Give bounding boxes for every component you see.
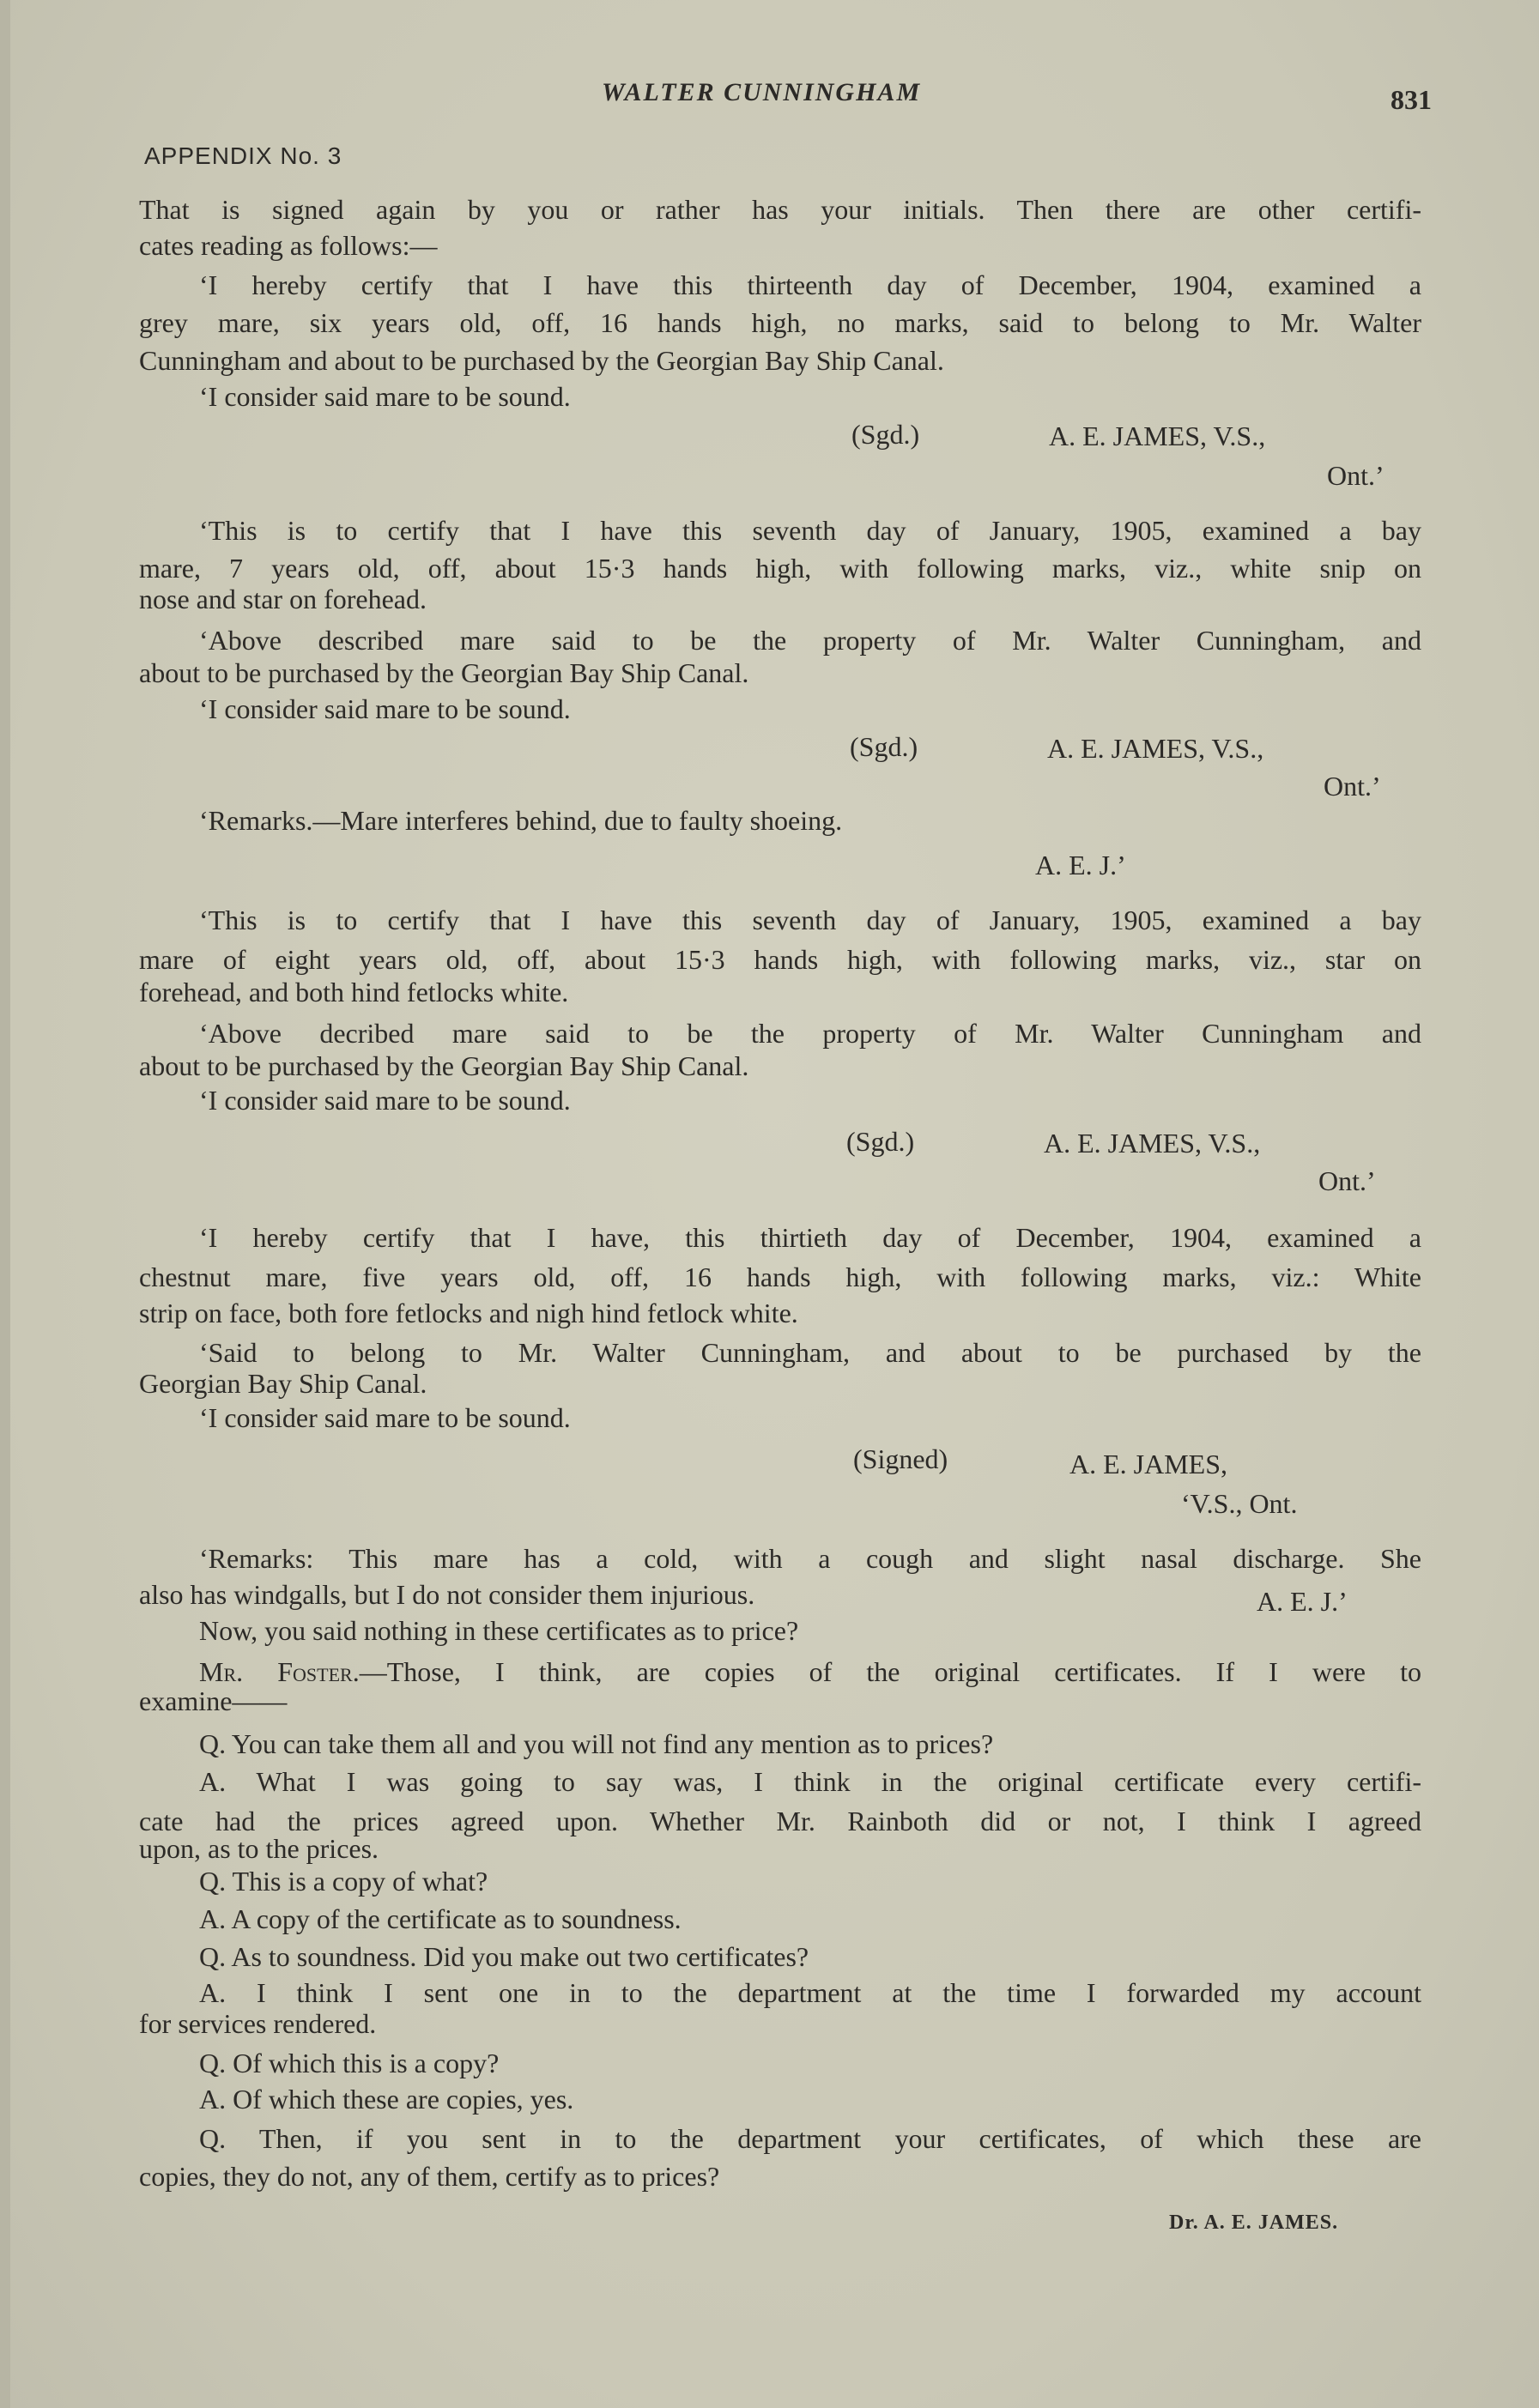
text-line: about to be purchased by the Georgian Bay Ship Canal. xyxy=(139,1050,749,1081)
page-edge-shadow xyxy=(0,0,10,2408)
text-line: also has windgalls, but I do not consider them injurious. xyxy=(139,1579,755,1610)
initials: A. E. J.’ xyxy=(1257,1586,1348,1617)
text-line: ‘This is to certify that I have this seventh day of January, 1905, examined a bay xyxy=(199,515,1421,546)
text-line: That is signed again by you or rather has your initials. Then there are other certifi- xyxy=(139,194,1421,225)
page-number: 831 xyxy=(1391,84,1432,115)
signature-name: A. E. JAMES, V.S., xyxy=(1044,1128,1261,1159)
appendix-label: APPENDIX No. 3 xyxy=(144,142,342,169)
signed-label: (Sgd.) xyxy=(851,419,920,450)
speaker-text: —Those, I think, are copies of the original certificates. If I were to xyxy=(359,1656,1421,1687)
text-line: ‘This is to certify that I have this seventh day of January, 1905, examined a bay xyxy=(199,905,1421,935)
text-line: ‘Above described mare said to be the property of Mr. Walter Cunningham, and xyxy=(199,625,1421,656)
text-line: mare, 7 years old, off, about 15·3 hands high, with following marks, viz., white snip on xyxy=(139,553,1421,584)
text-line: grey mare, six years old, off, 16 hands high, no marks, said to belong to Mr. Walter xyxy=(139,307,1421,338)
answer-line: A. I think I sent one in to the department at the time I forwarded my account xyxy=(199,1977,1421,2008)
text-line: forehead, and both hind fetlocks white. xyxy=(139,977,569,1007)
text-line: cate had the prices agreed upon. Whether Mr. Rainboth did or not, I think I agreed xyxy=(139,1806,1421,1836)
speaker-name: Mr. Foster. xyxy=(199,1656,360,1687)
question-line: Q. Then, if you sent in to the department your certificates, of which these are xyxy=(199,2123,1421,2154)
question-line: Q. Of which this is a copy? xyxy=(199,2048,500,2078)
text-line: Now, you said nothing in these certificates as to price? xyxy=(199,1615,799,1646)
text-line: about to be purchased by the Georgian Bay Ship Canal. xyxy=(139,657,749,688)
text-line: ‘I consider said mare to be sound. xyxy=(199,1402,571,1433)
text-line: ‘Above decribed mare said to be the property of Mr. Walter Cunningham and xyxy=(199,1018,1421,1049)
signed-label: (Signed) xyxy=(853,1443,948,1474)
running-title: WALTER CUNNINGHAM xyxy=(602,78,922,106)
catchword: Dr. A. E. JAMES. xyxy=(1169,2211,1339,2234)
signature-place: Ont.’ xyxy=(1327,460,1384,491)
signature-place: ‘V.S., Ont. xyxy=(1181,1488,1298,1519)
text-line: ‘Remarks: This mare has a cold, with a cough and slight nasal discharge. She xyxy=(199,1543,1421,1574)
text-line: ‘I consider said mare to be sound. xyxy=(199,693,571,724)
text-line: strip on face, both fore fetlocks and nigh hind fetlock white. xyxy=(139,1298,798,1328)
text-line: Georgian Bay Ship Canal. xyxy=(139,1368,427,1399)
text-line: Cunningham and about to be purchased by the Georgian Bay Ship Canal. xyxy=(139,345,944,376)
text-line: ‘I hereby certify that I have, this thirtieth day of December, 1904, examined a xyxy=(199,1222,1421,1253)
signed-label: (Sgd.) xyxy=(850,731,918,762)
text-line: cates reading as follows:— xyxy=(139,230,438,261)
text-line: ‘I consider said mare to be sound. xyxy=(199,1085,571,1116)
text-line: nose and star on forehead. xyxy=(139,584,427,614)
text-line: chestnut mare, five years old, off, 16 hands high, with following marks, viz.: White xyxy=(139,1261,1421,1292)
text-line: ‘I consider said mare to be sound. xyxy=(199,381,571,412)
signature-name: A. E. JAMES, V.S., xyxy=(1049,420,1266,451)
remarks-line: ‘Remarks.—Mare interferes behind, due to faulty shoeing. xyxy=(199,805,843,836)
text-line: examine—— xyxy=(139,1685,288,1716)
text-line: ‘I hereby certify that I have this thirteenth day of December, 1904, examined a xyxy=(199,269,1421,300)
signature-name: A. E. JAMES, xyxy=(1069,1449,1228,1479)
text-line: upon, as to the prices. xyxy=(139,1833,379,1864)
signed-label: (Sgd.) xyxy=(846,1126,915,1157)
text-line xyxy=(199,1655,1421,1689)
answer-line: A. What I was going to say was, I think in the original certificate every certifi- xyxy=(199,1766,1421,1797)
text-line: for services rendered. xyxy=(139,2008,377,2039)
signature-name: A. E. JAMES, V.S., xyxy=(1047,733,1264,764)
question-line: Q. As to soundness. Did you make out two certificates? xyxy=(199,1941,809,1972)
answer-line: A. A copy of the certificate as to soundness. xyxy=(199,1903,682,1934)
signature-place: Ont.’ xyxy=(1318,1165,1376,1196)
text-line: ‘Said to belong to Mr. Walter Cunningham, and about to be purchased by the xyxy=(199,1337,1421,1368)
initials: A. E. J.’ xyxy=(1035,850,1126,880)
question-line: Q. This is a copy of what? xyxy=(199,1866,488,1897)
answer-line: A. Of which these are copies, yes. xyxy=(199,2084,574,2115)
question-line: Q. You can take them all and you will not find any mention as to prices? xyxy=(199,1728,994,1759)
signature-place: Ont.’ xyxy=(1324,771,1381,802)
text-line: copies, they do not, any of them, certify as to prices? xyxy=(139,2161,720,2192)
text-line: mare of eight years old, off, about 15·3 hands high, with following marks, viz., star on xyxy=(139,944,1421,975)
